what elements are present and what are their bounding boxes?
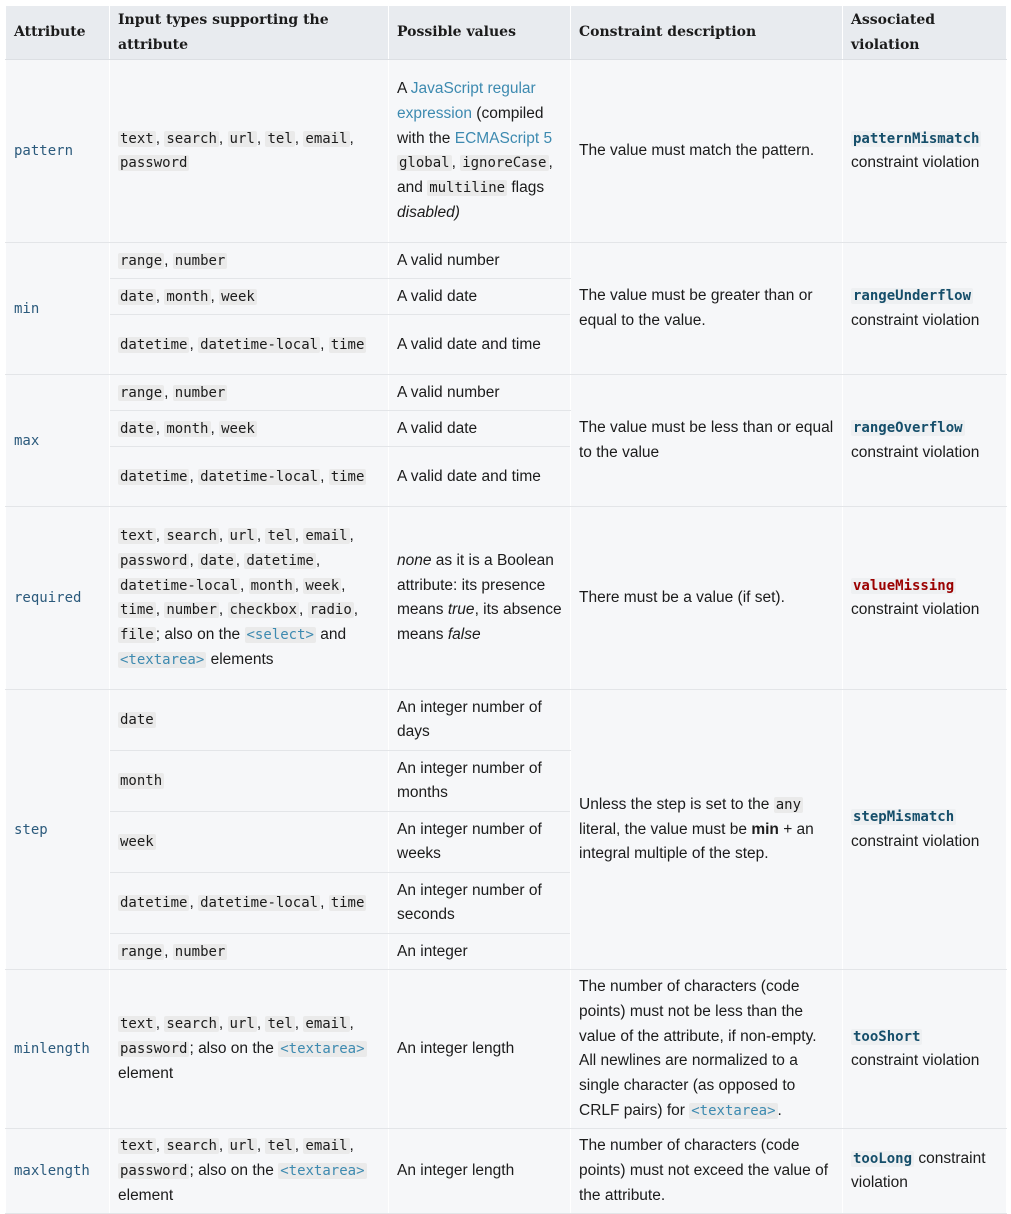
constraint-table [5,5,1007,1214]
input-type: week [221,288,255,305]
input-types-cell [110,970,389,1129]
input-type: url [229,130,255,147]
separator: ; [155,626,161,644]
any-code: any [775,796,802,813]
input-types-cell [110,315,389,375]
types-text: also on the [164,626,241,644]
input-type: month [120,773,163,790]
tag-code: <textarea> [280,1041,365,1058]
constraint-text: min [751,820,779,838]
types-text: elements [210,650,274,668]
separator: , [256,527,262,545]
violation-suffix: constraint violation [851,832,980,850]
attribute-cell [6,375,110,507]
violation-cell [843,1129,1007,1214]
separator: , [294,1015,300,1033]
possible-values-cell [389,60,571,243]
input-type: month [166,288,209,305]
separator: , [155,129,161,147]
input-type: range [120,384,163,401]
attribute-name: minlength [14,1041,90,1058]
input-type: tel [267,1138,293,1155]
input-types-cell [110,60,389,243]
regex-link[interactable]: JavaScript regular expression [397,80,536,122]
violation-suffix: constraint violation [851,154,980,172]
input-types-cell [110,751,389,812]
input-types-cell [110,1129,389,1214]
separator: , [548,154,553,172]
input-types-cell [110,812,389,873]
violation-cell [843,690,1007,970]
separator: , [210,419,215,437]
input-type: number [174,252,226,269]
separator: ; [189,1040,194,1058]
possible-values-cell: An integer length [389,1129,571,1214]
textarea-element-link[interactable] [278,1040,366,1057]
separator: , [349,129,354,147]
constraint-cell: The value must be greater than or equal to the value. [571,243,843,375]
input-type: password [120,1041,188,1058]
separator: ; [189,1162,194,1180]
constraint-text: literal, the value must be [579,820,748,838]
constraint-text: Unless the step is set to the [579,795,770,813]
value-text: as it is a Boolean attribute: its presence means [397,552,554,619]
value-text: disabled) [397,203,460,221]
violation-name: rangeOverflow [853,420,963,437]
input-type: email [305,528,348,545]
separator: , [235,552,241,569]
input-type: text [120,1016,154,1033]
value-text: and [397,179,423,197]
input-types-cell [110,411,389,447]
separator: , [341,576,346,594]
possible-values-cell: An integer number of months [389,751,571,812]
separator: , [294,1137,300,1155]
tag-code: <textarea> [120,651,205,668]
constraint-cell: The value must be less than or equal to the value [571,375,843,507]
input-type: url [229,528,255,545]
input-type: datetime [246,553,314,569]
input-type: date [120,712,154,729]
input-type: time [330,895,365,912]
tag-code: <select> [246,627,314,644]
possible-values-cell: A valid date and time [389,315,571,375]
input-type: url [229,1016,255,1033]
select-element-link[interactable] [245,626,316,643]
input-type: datetime [120,468,188,485]
attribute-name: step [14,821,48,838]
input-type: month [250,577,293,594]
header-attribute: Attribute [6,6,110,60]
separator: , [349,1015,354,1033]
input-type: tel [267,130,293,147]
attribute-cell [6,1129,110,1214]
input-type: week [221,420,255,437]
constraint-cell: The value must match the pattern. [571,60,843,243]
input-type: date [120,420,154,437]
separator: , [210,287,215,305]
possible-values-cell: A valid number [389,375,571,411]
input-type: password [120,553,188,569]
separator: , [320,467,325,485]
input-type: text [120,1138,154,1155]
input-type: text [120,528,154,545]
value-text: true [447,601,475,619]
input-type: datetime-local [120,577,239,594]
constraint-cell [571,970,843,1129]
input-type: email [305,1016,348,1033]
types-text: also on the [198,1162,274,1180]
attribute-name: max [14,432,40,449]
possible-values-cell: An integer number of days [389,690,571,751]
possible-values-cell: A valid number [389,243,571,279]
input-type: text [120,130,154,147]
possible-values-cell [389,507,571,690]
separator: , [164,942,169,960]
input-type: range [120,943,163,960]
input-type: email [305,130,348,147]
separator: , [155,601,161,619]
violation-suffix: constraint violation [851,1052,980,1070]
violation-cell [843,60,1007,243]
separator: , [189,894,194,912]
violation-cell [843,243,1007,375]
separator: , [155,1137,161,1155]
violation-name: patternMismatch [853,130,980,147]
violation-name: tooShort [853,1028,921,1045]
attribute-cell [6,690,110,970]
input-types-cell [110,934,389,970]
separator: , [451,154,456,172]
table-row [6,970,1007,1129]
possible-values-cell: An integer number of weeks [389,812,571,873]
attribute-cell [6,507,110,690]
flag-code: multiline [429,180,506,197]
separator: , [164,251,169,269]
input-type: time [330,336,365,353]
input-type: datetime-local [200,468,319,485]
header-constraint: Constraint description [571,6,843,60]
input-type: url [229,1138,255,1155]
input-types-cell [110,243,389,279]
separator: , [294,129,300,147]
input-type: password [120,1163,188,1180]
possible-values-cell: A valid date [389,279,571,315]
input-types-cell [110,447,389,507]
violation-suffix: constraint violation [851,443,980,461]
possible-values-cell: An integer number of seconds [389,873,571,934]
table-row [6,60,1007,243]
input-type: month [166,420,209,437]
ecmascript-link[interactable]: ECMAScript 5 [454,129,553,147]
possible-values-cell: An integer length [389,970,571,1129]
value-text: A [397,80,407,98]
attribute-name: pattern [14,143,74,160]
input-type: email [305,1138,348,1155]
attribute-name: min [14,300,40,317]
separator: , [256,1137,262,1155]
input-type: datetime [120,895,188,912]
tag-code: <textarea> [691,1102,776,1119]
separator: , [155,287,161,305]
input-type: tel [267,528,293,545]
input-types-cell [110,507,389,690]
separator: , [189,467,194,485]
input-type: date [120,288,154,305]
constraint-text: The number of characters (code points) must not be less than the value of the attribute, if non-empty. All newlines are normalized to a single character (as opposed to CRLF pairs) for [579,978,817,1119]
input-type: time [330,468,365,485]
input-types-cell [110,375,389,411]
constraint-cell: There must be a value (if set). [571,507,843,690]
separator: , [189,335,194,353]
input-type: week [305,577,340,594]
separator: , [298,601,304,619]
header-input-types: Input types supporting the attribute [110,6,389,60]
constraint-cell [571,690,843,970]
separator: , [240,576,245,594]
value-text: , its absence means [397,601,562,644]
input-type: number [174,384,226,401]
separator: , [218,1015,224,1033]
types-text: also on the [198,1040,274,1058]
input-type: number [166,602,217,619]
separator: , [294,527,300,545]
separator: , [155,419,161,437]
table-row [6,690,1007,751]
input-type: search [166,528,217,545]
separator: , [218,129,224,147]
violation-suffix: constraint violation [851,1149,986,1192]
possible-values-cell: A valid date [389,411,571,447]
input-types-cell [110,873,389,934]
violation-cell [843,507,1007,690]
separator: , [315,552,321,569]
tag-code: <textarea> [280,1163,365,1180]
input-type: range [120,252,163,269]
separator: , [256,1015,262,1033]
violation-suffix: constraint violation [851,311,980,329]
input-type: datetime [120,336,188,353]
constraint-text: . [777,1101,782,1119]
separator: , [155,527,161,545]
flag-code: ignoreCase [462,155,547,172]
input-type: search [166,1016,217,1033]
input-types-cell [110,690,389,751]
separator: , [218,527,224,545]
violation-name: rangeUnderflow [853,288,972,305]
separator: , [349,527,354,545]
input-type: radio [309,602,352,619]
input-type: file [120,627,154,644]
separator: , [349,1137,354,1155]
header-row [6,6,1007,60]
separator: , [189,552,194,569]
table-row [6,375,1007,411]
input-type: time [120,602,154,619]
input-type: number [174,943,226,960]
attribute-cell [6,970,110,1129]
separator: , [218,601,224,619]
separator: , [320,894,325,912]
attribute-cell [6,243,110,375]
separator: , [353,601,359,619]
table-row [6,243,1007,279]
input-type: checkbox [229,602,297,619]
violation-name: valueMissing [853,577,955,594]
input-type: password [120,155,188,172]
possible-values-cell: A valid date and time [389,447,571,507]
violation-cell [843,970,1007,1129]
attribute-name: maxlength [14,1163,90,1180]
separator: , [218,1137,224,1155]
textarea-element-link[interactable] [278,1162,366,1179]
input-type: search [166,1138,217,1155]
separator: , [320,335,325,353]
input-type: tel [267,1016,293,1033]
attribute-name: required [14,590,82,607]
value-text: false [447,626,481,644]
value-text: none [397,552,432,569]
table-row [6,507,1007,690]
violation-name: tooLong [853,1150,913,1167]
attribute-cell [6,60,110,243]
header-violation: Associated violation [843,6,1007,60]
separator: , [164,383,169,401]
constraint-cell: The number of characters (code points) must not exceed the value of the attribute. [571,1129,843,1214]
textarea-element-link[interactable] [689,1102,777,1119]
header-possible-values: Possible values [389,6,571,60]
value-text: (compiled with the [397,105,544,147]
possible-values-cell: An integer [389,934,571,970]
textarea-element-link[interactable] [118,651,206,668]
constraint-text: + an integral multiple of the step. [579,820,814,863]
types-text: and [320,626,347,644]
input-type: search [166,130,217,147]
input-type: date [200,553,234,569]
violation-name: stepMismatch [853,809,955,826]
table-row [6,1129,1007,1214]
types-text: element [118,1186,174,1204]
separator: , [155,1015,161,1033]
separator: , [294,576,300,594]
flag-code: global [399,155,450,172]
separator: , [256,129,262,147]
value-text: flags [511,179,545,197]
input-type: datetime-local [200,336,319,353]
violation-suffix: constraint violation [851,601,980,619]
input-type: week [120,834,154,851]
types-text: element [118,1064,174,1082]
input-types-cell [110,279,389,315]
violation-cell [843,375,1007,507]
input-type: datetime-local [200,895,319,912]
